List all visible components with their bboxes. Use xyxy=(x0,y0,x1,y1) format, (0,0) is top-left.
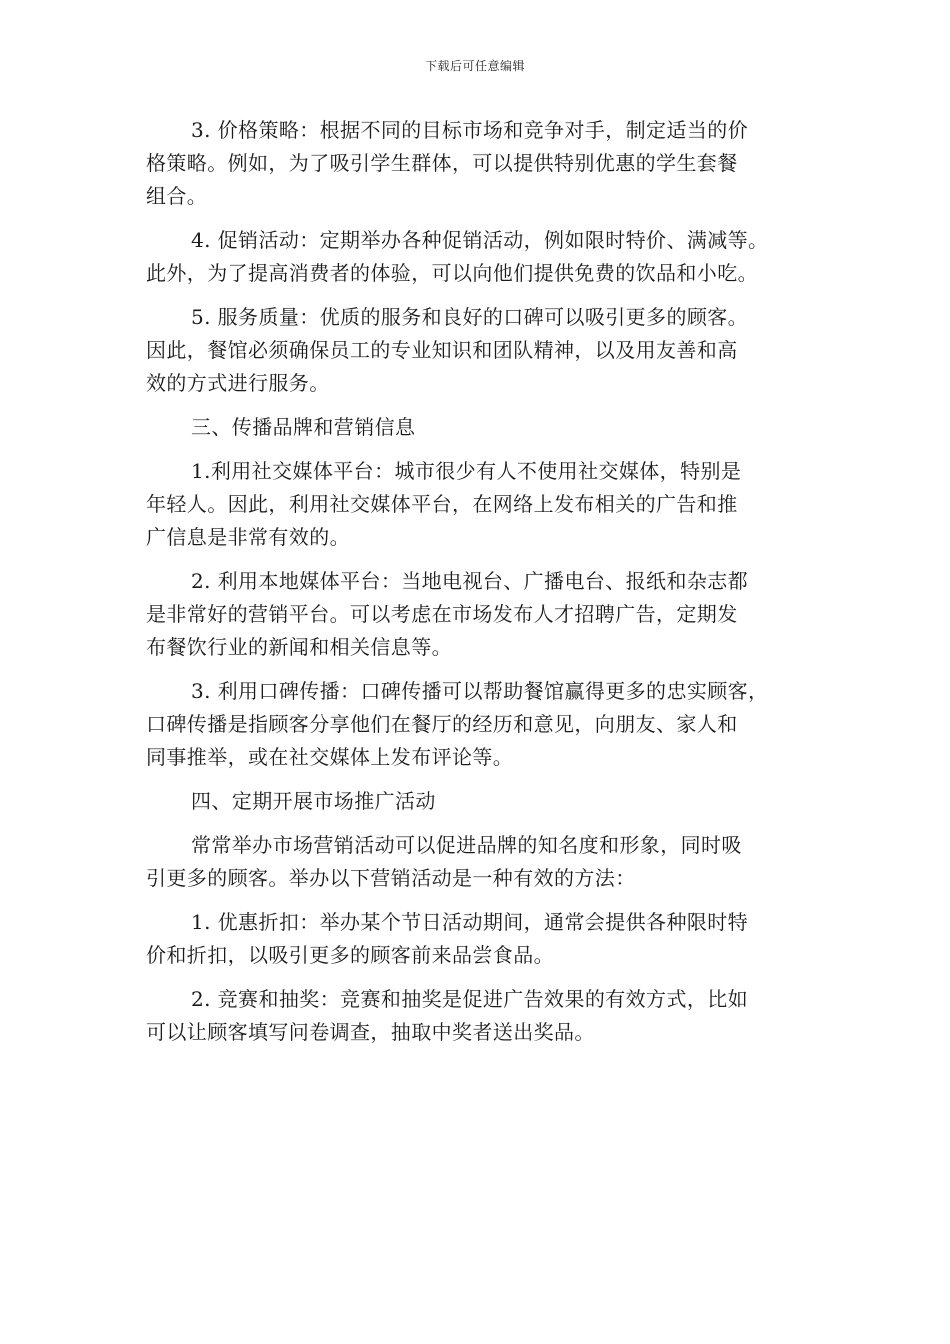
paragraph-discounts xyxy=(146,906,818,972)
paragraph-line: 价和折扣，以吸引更多的顾客前来品尝食品。 xyxy=(146,943,554,967)
paragraph-line: 口碑传播是指顾客分享他们在餐厅的经历和意见，向朋友、家人和 xyxy=(146,712,738,736)
paragraph-line: 广信息是非常有效的。 xyxy=(146,525,350,549)
paragraph-line: 格策略。例如，为了吸引学生群体，可以提供特别优惠的学生套餐 xyxy=(146,151,738,175)
paragraph-line: 1. 优惠折扣：举办某个节日活动期间，通常会提供各种限时特 xyxy=(191,910,749,934)
paragraph-word-of-mouth xyxy=(146,675,818,774)
page-header: 下载后可任意编辑 xyxy=(424,59,525,73)
paragraph-line: 1.利用社交媒体平台：城市很少有人不使用社交媒体，特别是 xyxy=(191,459,742,483)
paragraph-line: 4. 促销活动：定期举办各种促销活动，例如限时特价、满减等。 xyxy=(191,228,769,252)
paragraph-price-strategy xyxy=(146,114,818,213)
paragraph-line: 组合。 xyxy=(146,184,208,208)
paragraph-line: 因此，餐馆必须确保员工的专业知识和团队精神，以及用友善和高 xyxy=(146,338,738,362)
paragraph-promotion xyxy=(146,224,818,290)
section-heading-marketing-activities xyxy=(146,785,818,818)
paragraph-line: 5. 服务质量：优质的服务和良好的口碑可以吸引更多的顾客。 xyxy=(191,305,749,329)
paragraph-line: 2. 利用本地媒体平台：当地电视台、广播电台、报纸和杂志都 xyxy=(191,569,749,593)
paragraph-line: 3. 价格策略：根据不同的目标市场和竞争对手，制定适当的价 xyxy=(191,118,749,142)
paragraph-line: 可以让顾客填写问卷调查，抽取中奖者送出奖品。 xyxy=(146,1020,595,1044)
paragraph-local-media xyxy=(146,565,818,664)
paragraph-line: 常常举办市场营销活动可以促进品牌的知名度和形象，同时吸 xyxy=(191,833,742,857)
paragraph-line: 此外，为了提高消费者的体验，可以向他们提供免费的饮品和小吃。 xyxy=(146,261,758,285)
paragraph-line: 是非常好的营销平台。可以考虑在市场发布人才招聘广告，定期发 xyxy=(146,602,738,626)
paragraph-line: 同事推举，或在社交媒体上发布评论等。 xyxy=(146,745,514,769)
paragraph-marketing-intro xyxy=(146,829,818,895)
paragraph-line: 效的方式进行服务。 xyxy=(146,371,330,395)
section-heading: 三、传播品牌和营销信息 xyxy=(191,415,416,439)
paragraph-contests xyxy=(146,983,818,1049)
document-body xyxy=(146,114,818,1060)
section-heading-brand-communication xyxy=(146,411,818,444)
section-heading: 四、定期开展市场推广活动 xyxy=(191,789,436,813)
paragraph-social-media xyxy=(146,455,818,554)
paragraph-line: 3. 利用口碑传播：口碑传播可以帮助餐馆赢得更多的忠实顾客， xyxy=(191,679,769,703)
paragraph-line: 引更多的顾客。举办以下营销活动是一种有效的方法： xyxy=(146,866,636,890)
paragraph-line: 布餐饮行业的新闻和相关信息等。 xyxy=(146,635,452,659)
paragraph-service-quality xyxy=(146,301,818,400)
paragraph-line: 2. 竞赛和抽奖：竞赛和抽奖是促进广告效果的有效方式，比如 xyxy=(191,987,749,1011)
paragraph-line: 年轻人。因此，利用社交媒体平台，在网络上发布相关的广告和推 xyxy=(146,492,738,516)
